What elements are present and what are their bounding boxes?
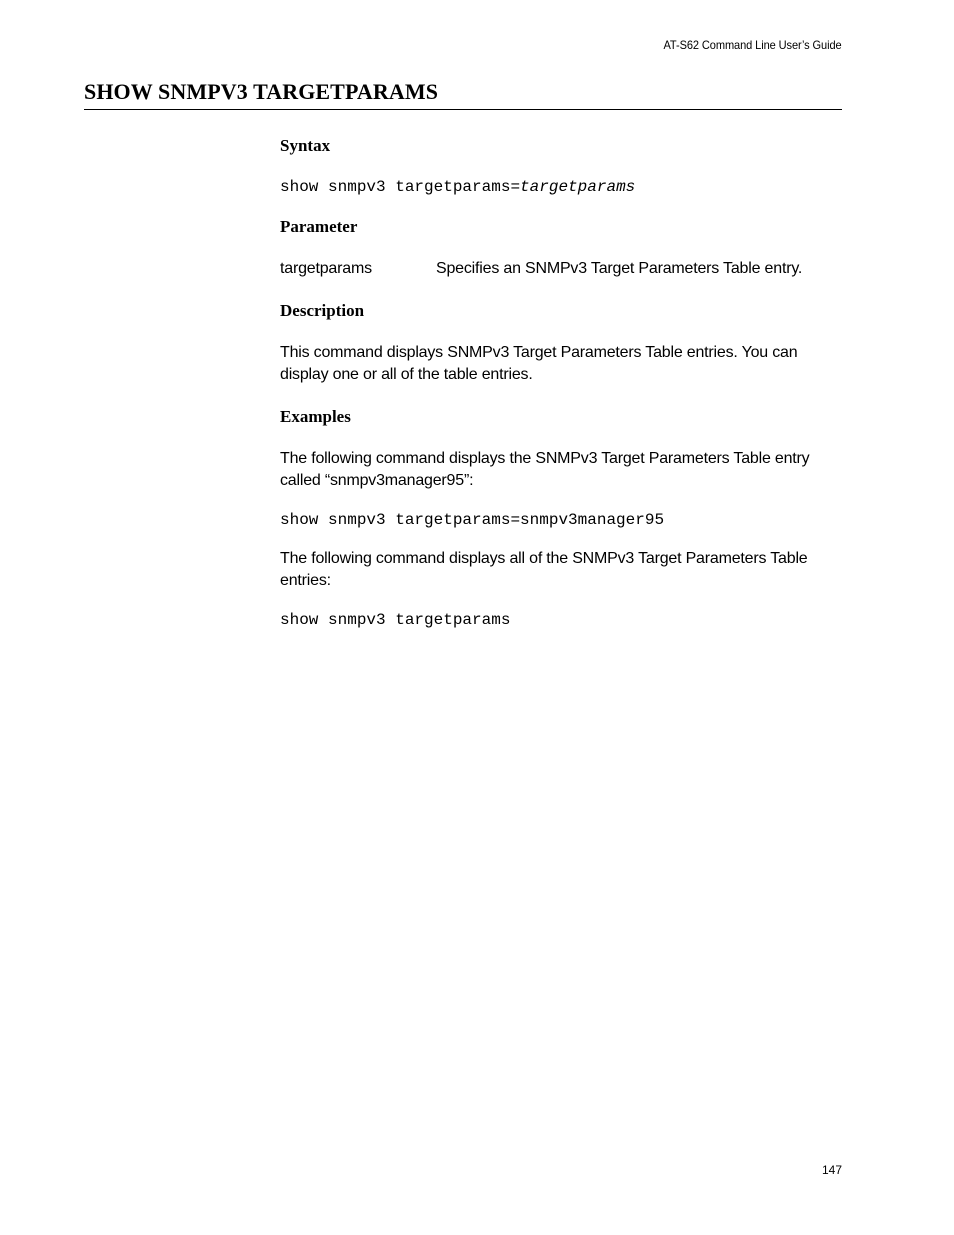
example-1-text: The following command displays the SNMPv3 Target Parameters Table entry called “snmpv3manager95”: bbox=[280, 450, 810, 489]
example-2-text: The following command displays all of the SNMPv3 Target Parameters Table entries: bbox=[280, 550, 808, 589]
example-1-code: show snmpv3 targetparams=snmpv3manager95 bbox=[280, 511, 665, 529]
description-text: This command displays SNMPv3 Target Parameters Table entries. You can display one or all of the table entries. bbox=[280, 344, 798, 383]
syntax-heading: Syntax bbox=[280, 136, 331, 155]
page-title: SHOW SNMPV3 TARGETPARAMS bbox=[84, 79, 439, 104]
examples-heading: Examples bbox=[280, 407, 351, 426]
syntax-code-variable: targetparams bbox=[520, 178, 636, 196]
syntax-code-prefix: show snmpv3 targetparams= bbox=[280, 178, 521, 196]
parameter-heading: Parameter bbox=[280, 217, 358, 236]
running-header: AT-S62 Command Line User’s Guide bbox=[663, 38, 842, 52]
parameter-description: Specifies an SNMPv3 Target Parameters Table entry. bbox=[436, 260, 803, 277]
title-rule bbox=[84, 109, 842, 110]
syntax-code bbox=[280, 178, 635, 196]
parameter-name: targetparams bbox=[280, 260, 372, 277]
description-heading: Description bbox=[280, 301, 365, 320]
example-2-code: show snmpv3 targetparams bbox=[280, 611, 511, 629]
page-number: 147 bbox=[821, 1163, 842, 1177]
